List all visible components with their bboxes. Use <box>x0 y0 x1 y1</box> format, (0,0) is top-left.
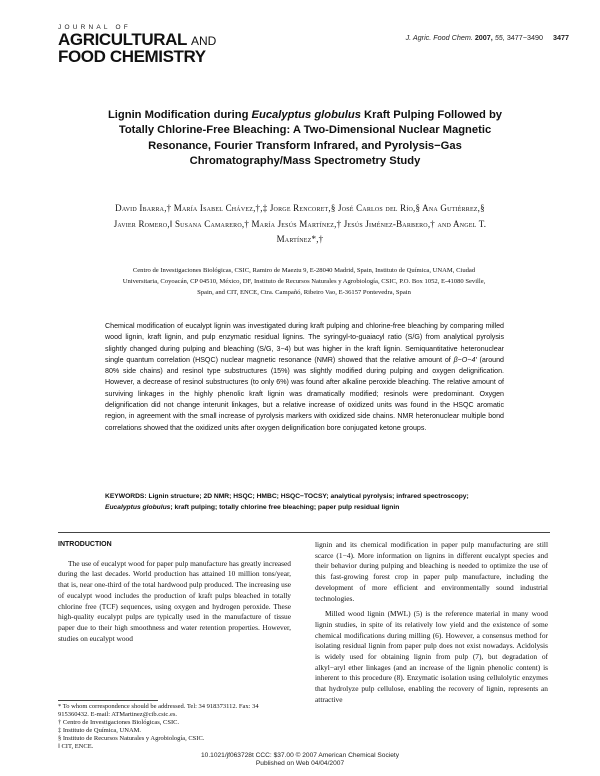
footnote-item: ‖ CIT, ENCE. <box>58 743 94 750</box>
affiliations: Centro de Investigaciones Biológicas, CSIC, Ramiro de Maeztu 9, E-28040 Madrid, Spain, Instituto de Química, UNAM, Ciudad Universitaria, Coyoacán, CP 04510, México, DF, Instituto de Recursos Naturales y Agrobiología, CSIC, P.O. Box 1052, E-41080 Seville, Spain, and CIT, ENCE, Ctra. Campañó, Ribeiro Vao, E-36157 Pontevedra, Spain <box>122 267 486 296</box>
journal-masthead <box>58 24 238 64</box>
page-number: 3477 <box>553 33 569 42</box>
footnote-item: ‡ Instituto de Química, UNAM. <box>58 727 142 734</box>
doi-line: 10.1021/jf063728t CCC: $37.00 © 2007 American Chemical Society <box>200 752 400 759</box>
intro-paragraph: The use of eucalypt wood for paper pulp manufacture has greatly increased during the last decades. World production has attained 10 million tons/year, that is, near one-third of the total hardwood pulp produced. The increasing use of eucalypt wood includes the production of kraft pulps bleached in totally chlorine free (TCF) sequences, using oxygen and hydrogen peroxide. These high-quality eucalypt pulps are typically used in the manufacture of tissue paper due to their high smoothness and water retention properties. However, studies on eucalypt wood <box>58 558 291 643</box>
masthead-line1: AGRICULTURAL AND <box>58 30 217 49</box>
right-column <box>315 540 548 706</box>
abstract: Chemical modification of eucalypt lignin was investigated during kraft pulping and chlorine-free bleaching by comparing milled wood lignin, kraft lignin, and pulp enzymatic residual lignins. The syringyl-to-guaiacyl ratio (S/G) from analytical pyrolysis slightly changed during pulping and bleaching (S/G, 3−4) but was higher in the kraft lignin. Semiquantitative heteronuclear single quantum correlation (HSQC) nuclear magnetic resonance (NMR) showed that the relative amount of β−O−4′ (around 80% side chains) and resinol type substructures (15%) was slightly modified during pulping and oxygen delignification. However, a decrease of resinol substructures (to only 6%) was found after alkaline peroxide bleaching. The relative amount of surviving linkages in the highly phenolic kraft lignin was dramatically modified; resinols were predominant. Oxygen delignification did not change interunit linkages, but a relative increase of oxidized units was found in the HSQC aromatic region, in agreement with the small increase of pyrolysis markers with oxidized side chains. NMR heteronuclear multiple bond correlations showed that the oxidized units after oxygen delignification bore conjugated ketone groups. <box>105 322 505 432</box>
intro-paragraph-mwl: Milled wood lignin (MWL) (5) is the reference material in many wood lignin studies, in spite of its relatively low yield and the existence of some chemical modifications during milling (6). However, a consensus method for isolating residual lignin from paper pulp does not exist nowadays. Acidolysis is widely used for obtaining lignin from pulp (7), but degradation of alkyl−aryl ether linkages (and an increase of the lignin phenolic content) is inherent to this procedure (8). Enzymatic isolation using cellulolytic enzymes that hydrolyze pulp cellulose, enabling the recovery of lignin, represents an attractive <box>315 609 548 704</box>
masthead-top: JOURNAL OF <box>58 24 131 31</box>
section-heading: INTRODUCTION <box>58 541 112 548</box>
footnote-item: * To whom correspondence should be addressed. Tel: 34 918373112. Fax: 34 915360432. E-mail: ATMartinez@cib.csic.es. <box>58 703 259 718</box>
citation-line: J. Agric. Food Chem. 2007, 55, 3477−3490 3477 <box>405 33 569 42</box>
footnote-divider <box>58 700 158 701</box>
masthead-line2: FOOD CHEMISTRY <box>58 47 206 66</box>
intro-paragraph-continued: lignin and its chemical modification in paper pulp manufacturing are still scarce (1−4). More information on lignins in different eucalypt species and their behavior during pulping and bleaching is needed to optimize the use of this fast-growing forest crop in paper pulp manufacture, including the development of more efficient and environmentally sound industrial technologies. <box>315 540 548 603</box>
article-title: Lignin Modification during Eucalyptus globulus Kraft Pulping Followed by Totally Chlorine-Free Bleaching: A Two-Dimensional Nuclear Magnetic Resonance, Fourier Transform Infrared, and Pyrolysis−Gas Chromatography/Mass Spectrometry Study <box>107 109 503 167</box>
footnote-item: † Centro de Investigaciones Biológicas, CSIC. <box>58 719 180 726</box>
section-divider <box>58 532 550 533</box>
footnotes <box>58 703 291 751</box>
author-list: David Ibarra,† María Isabel Chávez,†,‡ Jorge Rencoret,§ José Carlos del Río,§ Ana Gutiérrez,§ Javier Romero,‖ Susana Camarero,† María Jesús Martínez,† Jesús Jiménez-Barbero,† and Angel T. Martínez*,† <box>113 203 487 244</box>
publication-date: Published on Web 04/04/2007 <box>255 760 345 767</box>
left-column <box>58 540 291 644</box>
keywords: KEYWORDS: Lignin structure; 2D NMR; HSQC; HMBC; HSQC−TOCSY; analytical pyrolysis; infrared spectroscopy; Eucalyptus globulus; kraft pulping; totally chlorine free bleaching; paper pulp residual lignin <box>105 493 469 512</box>
page-footer <box>0 752 600 768</box>
footnote-item: § Instituto de Recursos Naturales y Agrobiología, CSIC. <box>58 735 205 742</box>
